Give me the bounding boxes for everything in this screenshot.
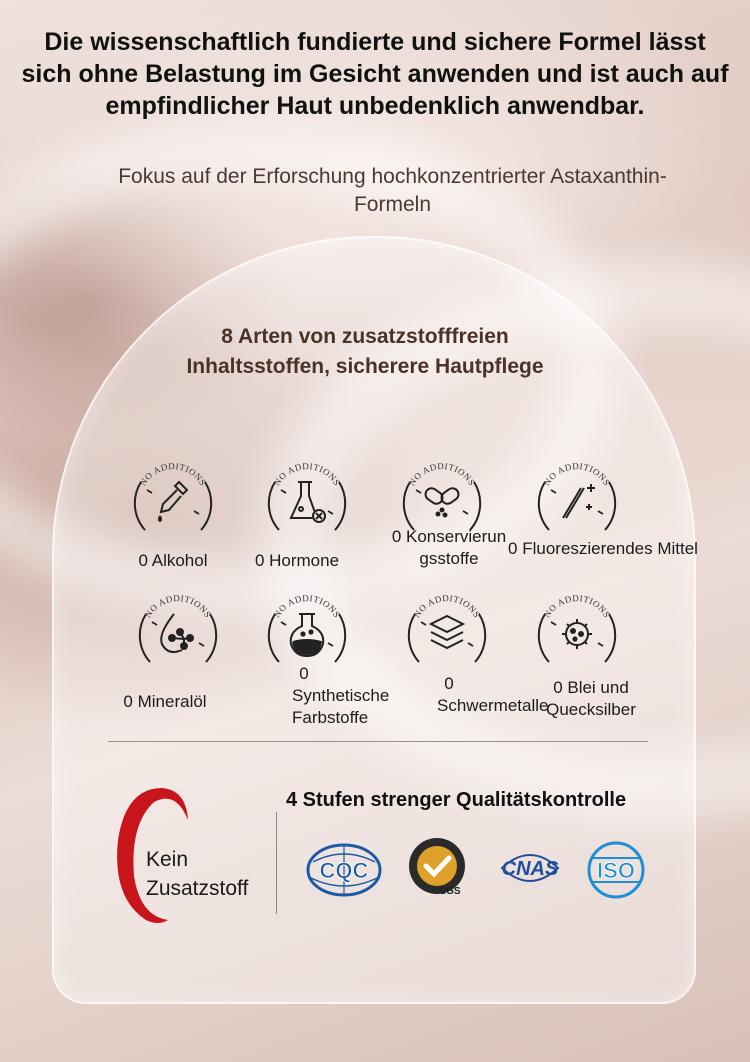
subline: Fokus auf der Erforschung hochkonzentrierter Astaxanthin-Formeln: [118, 165, 667, 216]
badge-text: NO ADDITIONS: [142, 593, 214, 620]
dropper-icon: [159, 482, 187, 521]
svg-text:SGS: SGS: [439, 886, 461, 897]
item-label-blei-quecksilber: 0 Blei und Quecksilber: [546, 678, 636, 719]
svg-text:NO ADDITIONS: [272, 461, 343, 487]
item-label-konservierungsstoffe: 0 Konservierungsstoffe: [391, 527, 507, 568]
badge-text: NO ADDITIONS: [271, 461, 343, 488]
item-label-mineraloel: 0 Mineralöl: [123, 692, 207, 711]
layers-icon: [431, 616, 463, 648]
svg-text:NO ADDITIONS: [542, 461, 613, 487]
svg-text:NO ADDITIONS: [542, 593, 613, 619]
cnas-logo: [494, 844, 566, 892]
svg-text:NO ADDITIONS: [143, 593, 214, 619]
svg-text:NO ADDITIONS: [138, 461, 209, 487]
sgs-logo: [402, 836, 472, 900]
divider: [108, 741, 648, 742]
oil-drop-icon: [161, 614, 193, 652]
item-label-farbstoffe: 0 Synthetische Farbstoffe: [292, 664, 390, 727]
svg-text:CNAS: CNAS: [501, 858, 559, 880]
kein-zusatzstoff-text: Kein Zusatzstoff: [146, 848, 249, 900]
virus-icon: [562, 619, 592, 649]
badge-text: NO ADDITIONS: [541, 461, 613, 488]
svg-text:NO ADDITIONS: [407, 461, 478, 487]
badge-text: NO ADDITIONS: [411, 593, 483, 620]
badge-alkohol: [123, 452, 223, 552]
capsule-icon: [423, 486, 461, 517]
badge-text: NO ADDITIONS: [406, 461, 478, 488]
svg-text:ISO: ISO: [597, 858, 635, 883]
badge-text: NO ADDITIONS: [137, 461, 209, 488]
svg-text:CQC: CQC: [319, 858, 369, 883]
vertical-separator: [276, 812, 277, 914]
iso-logo: [582, 840, 650, 900]
badge-fluoreszierend: [527, 452, 627, 552]
svg-text:NO ADDITIONS: [272, 593, 343, 619]
item-label-schwermetalle: 0 Schwermetalle: [437, 674, 549, 715]
item-label-hormone: 0 Hormone: [254, 551, 340, 570]
item-label-alkohol: 0 Alkohol: [138, 551, 208, 570]
flask-icon: [291, 482, 325, 522]
badge-hormone: [257, 452, 357, 552]
cqc-logo: [305, 842, 383, 898]
badge-blei-quecksilber: [527, 584, 627, 684]
item-label-fluoreszierend: 0 Fluoreszierendes Mittel: [508, 539, 698, 558]
sparkle-wand-icon: [563, 484, 595, 518]
round-flask-icon: [291, 614, 324, 656]
badge-mineraloel: [128, 584, 228, 684]
panel-title: 8 Arten von zusatzstofffreien Inhaltsstoffen, sicherere Hautpflege: [186, 325, 544, 378]
headline: Die wissenschaftlich fundierte und sichere Formel lässt sich ohne Belastung im Gesicht anwenden und ist auch auf empfindlicher Haut unbedenklich anwendbar.: [21, 28, 729, 120]
badge-schwermetalle: [397, 584, 497, 684]
quality-title: 4 Stufen strenger Qualitätskontrolle: [286, 789, 627, 811]
badge-text: NO ADDITIONS: [271, 593, 343, 620]
badge-text: NO ADDITIONS: [541, 593, 613, 620]
